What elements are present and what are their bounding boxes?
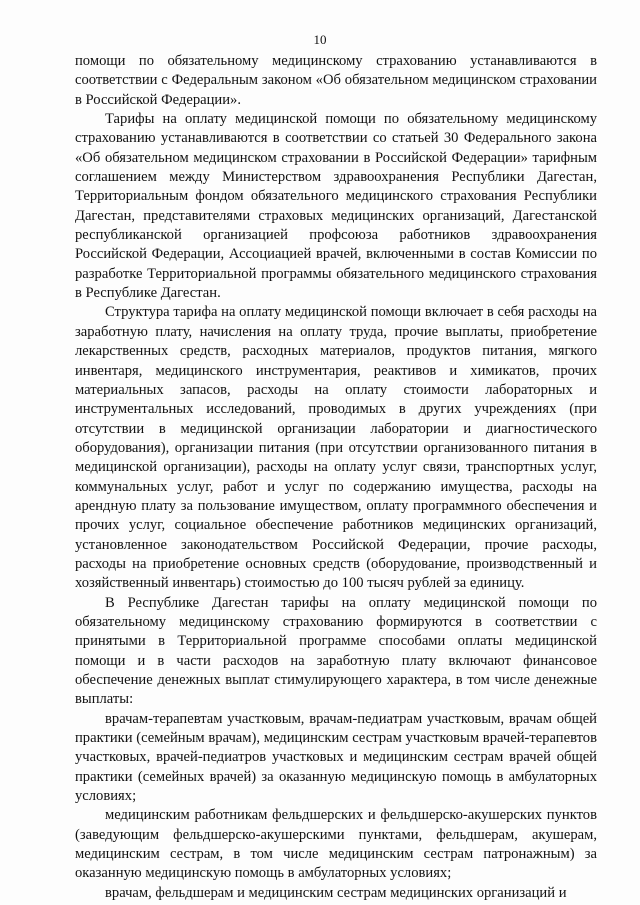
paragraph-tariff-structure: Структура тарифа на оплату медицинской помощи включает в себя расходы на заработную плату, начисления на оплату труда, прочие выплаты, приобретение лекарственных средств, расходных материалов, продуктов питания, мягкого инвентаря, медицинского инструментария, реактивов и химикатов, прочих материальных запасов, расходы на оплату стоимости лабораторных и инструментальных исследований, проводимых в других учреждениях (при отсутствии в медицинской организации лаборатории и диагностического оборудования), организации питания (при отсутствии организованного питания в медицинской организации), расходы на оплату услуг связи, транспортных услуг, коммунальных услуг, работ и услуг по содержанию имущества, расходы на арендную плату за пользование имуществом, оплату программного обеспечения и прочих услуг, социальное обеспечение работников медицинских организаций, установленное законодательством Российской Федерации, прочие расходы, расходы на приобретение основных средств (оборудование, производственный и хозяйственный инвентарь) стоимостью до 100 тысяч рублей за единицу. <box>75 304 597 592</box>
paragraph-district-doctors: врачам-терапевтам участковым, врачам-педиатрам участковым, врачам общей практики (семейным врачам), медицинским сестрам участковым врачей-терапевтов участковых, врачей-педиатров участковых и медицинским сестрам врачей общей практики (семейных врачей) за оказанную медицинскую помощь в амбулаторных условиях; <box>75 710 597 805</box>
paragraph-doctors-nurses: врачам, фельдшерам и медицинским сестрам медицинских организаций и <box>105 884 567 901</box>
paragraph-feldsher-points: медицинским работникам фельдшерских и фельдшерско-акушерских пунктов (заведующим фельдшерско-акушерскими пунктами, фельдшерам, акушерам, медицинским сестрам, в том числе медицинским сестрам патронажным) за оказанную медицинскую помощь в амбулаторных условиях; <box>75 807 597 882</box>
document-body <box>75 52 597 903</box>
page-number: 10 <box>313 32 327 47</box>
paragraph-continuation: помощи по обязательному медицинскому страхованию устанавливаются в соответствии с Федеральным законом «Об обязательном медицинском страховании в Российской Федерации». <box>75 53 597 108</box>
paragraph-dagestan-tariffs: В Республике Дагестан тарифы на оплату медицинской помощи по обязательному медицинскому страхованию формируются в соответствии с принятыми в Территориальной программе способами оплаты медицинской помощи и в части расходов на заработную плату включают финансовое обеспечение денежных выплат стимулирующего характера, в том числе денежные выплаты: <box>75 594 597 708</box>
paragraph-tariffs: Тарифы на оплату медицинской помощи по обязательному медицинскому страхованию устанавливаются в соответствии со статьей 30 Федерального закона «Об обязательном медицинском страховании в Российской Федерации» тарифным соглашением между Министерством здравоохранения Республики Дагестан, Территориальным фондом обязательного медицинского страхования Республики Дагестан, представителями страховых медицинских организаций, Дагестанской республиканской организацией профсоюза работников здравоохранения Российской Федерации, Ассоциацией врачей, включенными в состав Комиссии по разработке Территориальной программы обязательного медицинского страхования в Республике Дагестан. <box>75 111 597 302</box>
